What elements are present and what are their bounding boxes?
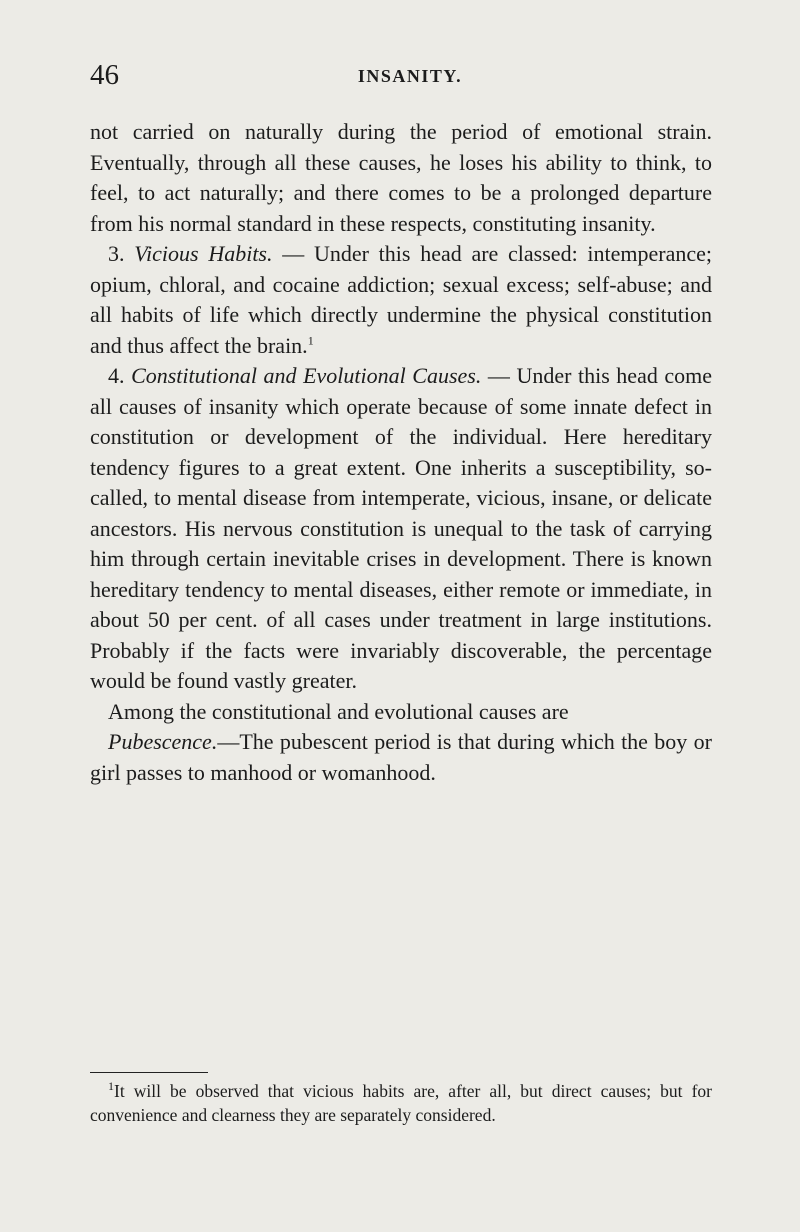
- section-number: 3.: [108, 241, 125, 266]
- running-head: INSANITY.: [357, 66, 463, 86]
- paragraph-text: —The pubescent period is that during which the boy or girl passes to manhood or womanhood.: [90, 729, 712, 785]
- paragraph-pubescence: [90, 727, 712, 788]
- paragraph-constitutional-causes: [90, 361, 712, 697]
- footnote: [90, 1079, 712, 1127]
- body-text: [90, 117, 712, 788]
- footnote-text: It will be observed that vicious habits are, after all, but direct causes; but for convenience and clearness they are separately considered.: [90, 1081, 712, 1125]
- paragraph-among-causes: Among the constitutional and evolutional causes are: [108, 698, 569, 724]
- section-heading-constitutional-causes: Constitutional and Evolutional Causes.: [131, 363, 482, 388]
- paragraph-continuation: not carried on naturally during the period of emotional strain. Eventually, through all these causes, he loses his ability to think, to feel, to act naturally; and there comes to be a prolonged departure from his normal standard in these respects, constituting insanity.: [90, 119, 712, 236]
- paragraph-text: — Under this head are classed: intemperance; opium, chloral, and cocaine addiction; sexual excess; self-abuse; and all habits of life which directly undermine the physical constitution and thus affect the brain.: [90, 241, 713, 358]
- page-header: [90, 60, 710, 90]
- paragraph-vicious-habits: [90, 239, 712, 361]
- footnote-rule: [90, 1072, 208, 1073]
- section-heading-pubescence: Pubescence.: [108, 729, 218, 754]
- page-number: 46: [90, 59, 119, 91]
- paragraph-text: — Under this head come all causes of insanity which operate because of some innate defect in constitution or development of the individual. Here hereditary tendency figures to a great extent. One inherits a susceptibility, so-called, to mental disease from intemperate, vicious, insane, or delicate ancestors. His nervous constitution is unequal to the task of carrying him through certain inevitable crises in development. There is known hereditary tendency to mental diseases, either remote or immediate, in about 50 per cent. of all cases under treatment in large institutions. Probably if the facts were invariably discoverable, the percentage would be found vastly greater.: [90, 363, 713, 693]
- footnote-reference: 1: [307, 333, 314, 348]
- footnote-marker: 1: [108, 1079, 114, 1094]
- section-heading-vicious-habits: Vicious Habits.: [134, 241, 273, 266]
- section-number: 4.: [108, 363, 125, 388]
